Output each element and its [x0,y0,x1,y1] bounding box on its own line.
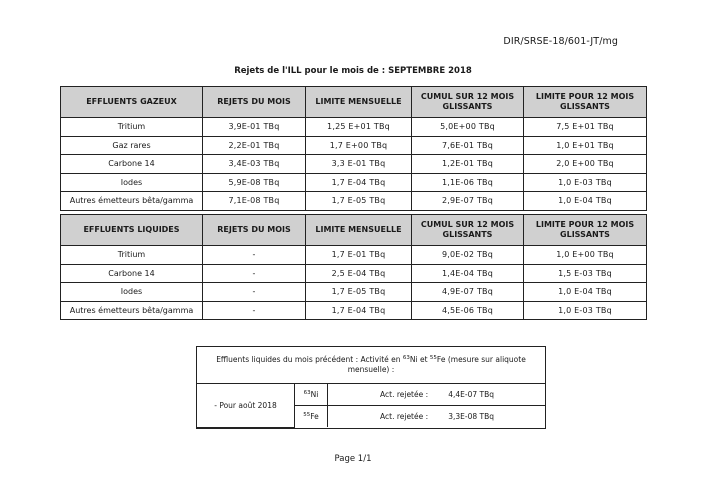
rolling-12-month-total: 4,5E-06 TBq [412,301,524,320]
table-row [61,264,647,283]
monthly-release: 7,1E-08 TBq [203,192,306,211]
monthly-release: 3,4E-03 TBq [203,155,306,174]
header-cell: REJETS DU MOIS [203,215,306,246]
period-label: - Pour août 2018 [197,384,295,427]
fe-symbol: Fe [436,355,446,364]
effluent-name: Gaz rares [61,136,203,155]
fe-mass-number: 55 [429,355,437,361]
liquid-effluents-table [60,214,647,320]
monthly-limit: 1,7 E+00 TBq [306,136,412,155]
rolling-12-month-limit: 1,0 E+00 TBq [524,246,647,265]
rolling-12-month-limit: 2,0 E+00 TBq [524,155,647,174]
isotope-fe [295,406,328,428]
rolling-12-month-total: 9,0E-02 TBq [412,246,524,265]
monthly-release: 3,9E-01 TBq [203,118,306,137]
monthly-limit: 1,25 E+01 TBq [306,118,412,137]
effluent-name: Iodes [61,283,203,302]
rolling-12-month-limit: 1,0 E-04 TBq [524,283,647,302]
previous-month-box [196,346,546,429]
ni-activity-value: 4,4E-07 TBq [436,384,545,406]
rolling-12-month-limit: 1,0 E+01 TBq [524,136,647,155]
effluent-name: Carbone 14 [61,264,203,283]
heading-text: Effluents liquides du mois précédent : Activité en [216,355,403,364]
header-cell: LIMITE MENSUELLE [306,215,412,246]
page-number: Page 1/1 [334,454,372,464]
rolling-12-month-total: 5,0E+00 TBq [412,118,524,137]
isotope-ni [295,384,328,406]
monthly-release: - [203,283,306,302]
document-title: Rejets de l'ILL pour le mois de : SEPTEMBRE 2018 [234,66,472,76]
header-cell: LIMITE POUR 12 MOIS GLISSANTS [524,215,647,246]
monthly-release: - [203,246,306,265]
monthly-release: 2,2E-01 TBq [203,136,306,155]
table-header-row [61,87,647,118]
rolling-12-month-total: 4,9E-07 TBq [412,283,524,302]
fe-symbol: Fe [310,412,319,421]
ni-mass-number: 63 [402,355,410,361]
monthly-limit: 2,5 E-04 TBq [306,264,412,283]
header-cell: LIMITE POUR 12 MOIS GLISSANTS [524,87,647,118]
previous-month-table [197,384,545,428]
table-row [61,301,647,320]
header-cell: LIMITE MENSUELLE [306,87,412,118]
effluent-name: Autres émetteurs bêta/gamma [61,192,203,211]
monthly-limit: 1,7 E-05 TBq [306,283,412,302]
ni-mass-number: 63 [303,390,311,396]
table-row [61,173,647,192]
rolling-12-month-limit: 1,0 E-04 TBq [524,192,647,211]
ni-symbol: Ni [409,355,418,364]
gaseous-effluents-table [60,86,647,211]
monthly-limit: 1,7 E-05 TBq [306,192,412,211]
heading-text: et [417,355,430,364]
heading-text: (mesure sur aliquote mensuelle) : [347,355,526,374]
document-reference: DIR/SRSE-18/601-JT/mg [503,36,618,47]
table-row [61,192,647,211]
header-cell: CUMUL SUR 12 MOIS GLISSANTS [412,215,524,246]
monthly-limit: 1,7 E-04 TBq [306,301,412,320]
table-row [197,384,545,406]
ni-symbol: Ni [310,390,319,399]
table-row [61,283,647,302]
monthly-limit: 1,7 E-04 TBq [306,173,412,192]
header-cell: EFFLUENTS LIQUIDES [61,215,203,246]
monthly-release: - [203,301,306,320]
header-cell: CUMUL SUR 12 MOIS GLISSANTS [412,87,524,118]
activity-label: Act. rejetée : [380,412,429,421]
header-cell: REJETS DU MOIS [203,87,306,118]
effluent-name: Iodes [61,173,203,192]
monthly-limit: 1,7 E-01 TBq [306,246,412,265]
rolling-12-month-total: 7,6E-01 TBq [412,136,524,155]
rolling-12-month-limit: 1,0 E-03 TBq [524,173,647,192]
monthly-limit: 3,3 E-01 TBq [306,155,412,174]
effluent-name: Autres émetteurs bêta/gamma [61,301,203,320]
effluent-name: Tritium [61,246,203,265]
rolling-12-month-limit: 1,0 E-03 TBq [524,301,647,320]
monthly-release: - [203,264,306,283]
table-row [61,155,647,174]
table-row [61,118,647,137]
previous-month-heading [197,347,545,384]
monthly-release: 5,9E-08 TBq [203,173,306,192]
table-header-row [61,215,647,246]
rolling-12-month-limit: 7,5 E+01 TBq [524,118,647,137]
activity-label: Act. rejetée : [328,384,437,406]
table-row [61,136,647,155]
rolling-12-month-total: 1,2E-01 TBq [412,155,524,174]
rolling-12-month-limit: 1,5 E-03 TBq [524,264,647,283]
rolling-12-month-total: 2,9E-07 TBq [412,192,524,211]
effluent-name: Carbone 14 [61,155,203,174]
rolling-12-month-total: 1,4E-04 TBq [412,264,524,283]
header-cell: EFFLUENTS GAZEUX [61,87,203,118]
fe-mass-number: 55 [303,412,311,418]
fe-activity-value: 3,3E-08 TBq [448,412,495,421]
effluent-name: Tritium [61,118,203,137]
rolling-12-month-total: 1,1E-06 TBq [412,173,524,192]
table-row [61,246,647,265]
